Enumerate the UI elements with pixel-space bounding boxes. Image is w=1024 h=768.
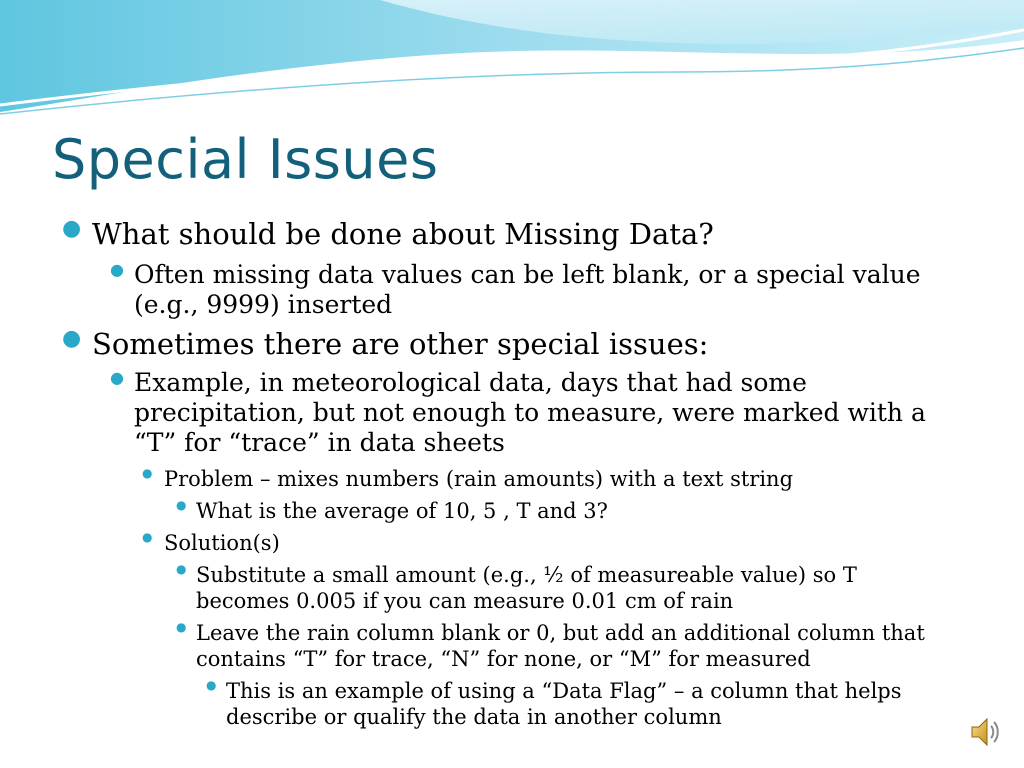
speaker-icon[interactable]: [968, 714, 1004, 750]
list-item: ● Problem – mixes numbers (rain amounts) with a text string: [142, 466, 794, 491]
bullet-dot-icon: ●: [62, 326, 82, 351]
list-item: ● Leave the rain column blank or 0, but add an additional column that contains “T” for trace, “N” for none, or “M” for measured: [176, 620, 925, 671]
bullet-dot-icon: ●: [142, 530, 153, 544]
bullet-dot-icon: ●: [62, 216, 82, 241]
list-item: ● Solution(s): [142, 530, 280, 555]
bullet-dot-icon: ●: [110, 260, 124, 279]
list-item: ● Example, in meteorological data, days that had some precipitation, but not enough to measure, were marked with a “T” for “trace” in data sheets: [110, 368, 926, 457]
bullet-dot-icon: ●: [176, 620, 187, 634]
bullet-dot-icon: ●: [176, 562, 187, 576]
list-item: ● What should be done about Missing Data?: [62, 216, 714, 251]
list-item: ● Substitute a small amount (e.g., ½ of measureable value) so T becomes 0.005 if you can measure 0.01 cm of rain: [176, 562, 857, 613]
header-wave-decoration: [0, 0, 1024, 120]
list-item: ● What is the average of 10, 5 , T and 3?: [176, 498, 608, 523]
list-item: ● Often missing data values can be left blank, or a special value (e.g., 9999) inserted: [110, 260, 921, 319]
bullet-dot-icon: ●: [110, 368, 124, 387]
bullet-dot-icon: ●: [142, 466, 153, 480]
bullet-dot-icon: ●: [206, 678, 217, 692]
list-item: ● Sometimes there are other special issues:: [62, 326, 709, 361]
bullet-dot-icon: ●: [176, 498, 187, 512]
list-item: ● This is an example of using a “Data Flag” – a column that helps describe or qualify the data in another column: [206, 678, 902, 729]
slide-title: Special Issues: [52, 128, 439, 191]
